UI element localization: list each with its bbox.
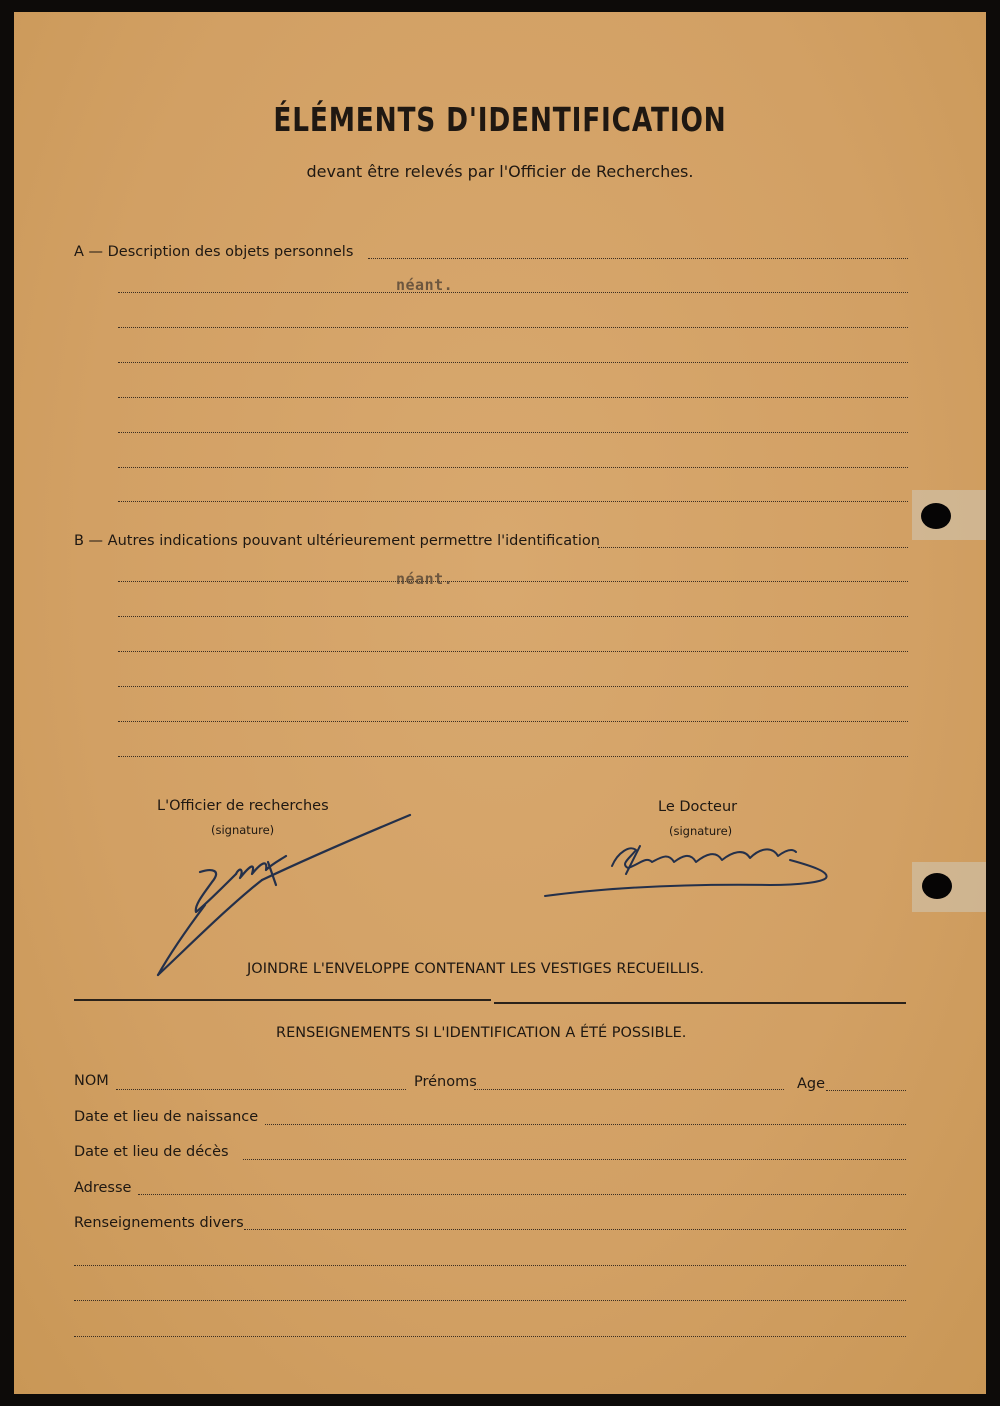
age-line xyxy=(826,1090,906,1091)
doctor-title: Le Docteur xyxy=(658,799,738,815)
section-divider-right xyxy=(494,1002,906,1004)
naissance-line xyxy=(265,1124,906,1125)
envelope-note: JOINDRE L'ENVELOPPE CONTENANT LES VESTIGES RECUEILLIS. xyxy=(247,961,705,977)
section-b-label: B — Autres indications pouvant ultérieurement permettre l'identification xyxy=(74,533,600,549)
prenoms-label: Prénoms xyxy=(414,1074,477,1090)
officer-signature-caption: (signature) xyxy=(211,823,275,837)
officer-title: L'Officier de recherches xyxy=(157,798,329,814)
divers-line xyxy=(74,1336,906,1337)
section-divider-left xyxy=(74,999,491,1001)
adresse-label: Adresse xyxy=(74,1180,132,1196)
age-label: Age xyxy=(797,1076,826,1092)
divers-line xyxy=(244,1229,906,1230)
doctor-signature xyxy=(545,846,827,896)
page-subtitle: devant être relevés par l'Officier de Recherches. xyxy=(306,162,694,181)
doctor-signature-caption: (signature) xyxy=(669,824,733,838)
section-b-entry: néant. xyxy=(396,570,454,588)
adresse-line xyxy=(138,1194,906,1195)
divers-label: Renseignements divers xyxy=(74,1215,244,1231)
prenoms-line xyxy=(474,1089,784,1090)
page-title: ÉLÉMENTS D'IDENTIFICATION xyxy=(273,100,727,139)
section-a-entry: néant. xyxy=(396,276,454,294)
officer-signature xyxy=(158,815,410,975)
deces-label: Date et lieu de décès xyxy=(74,1144,229,1160)
naissance-label: Date et lieu de naissance xyxy=(74,1109,259,1125)
divers-line xyxy=(74,1300,906,1301)
divers-line xyxy=(74,1265,906,1266)
nom-line xyxy=(116,1089,406,1090)
renseignements-heading: RENSEIGNEMENTS SI L'IDENTIFICATION A ÉTÉ POSSIBLE. xyxy=(276,1025,687,1041)
section-a-label: A — Description des objets personnels xyxy=(74,244,354,260)
deces-line xyxy=(243,1159,906,1160)
nom-label: NOM xyxy=(74,1073,109,1089)
